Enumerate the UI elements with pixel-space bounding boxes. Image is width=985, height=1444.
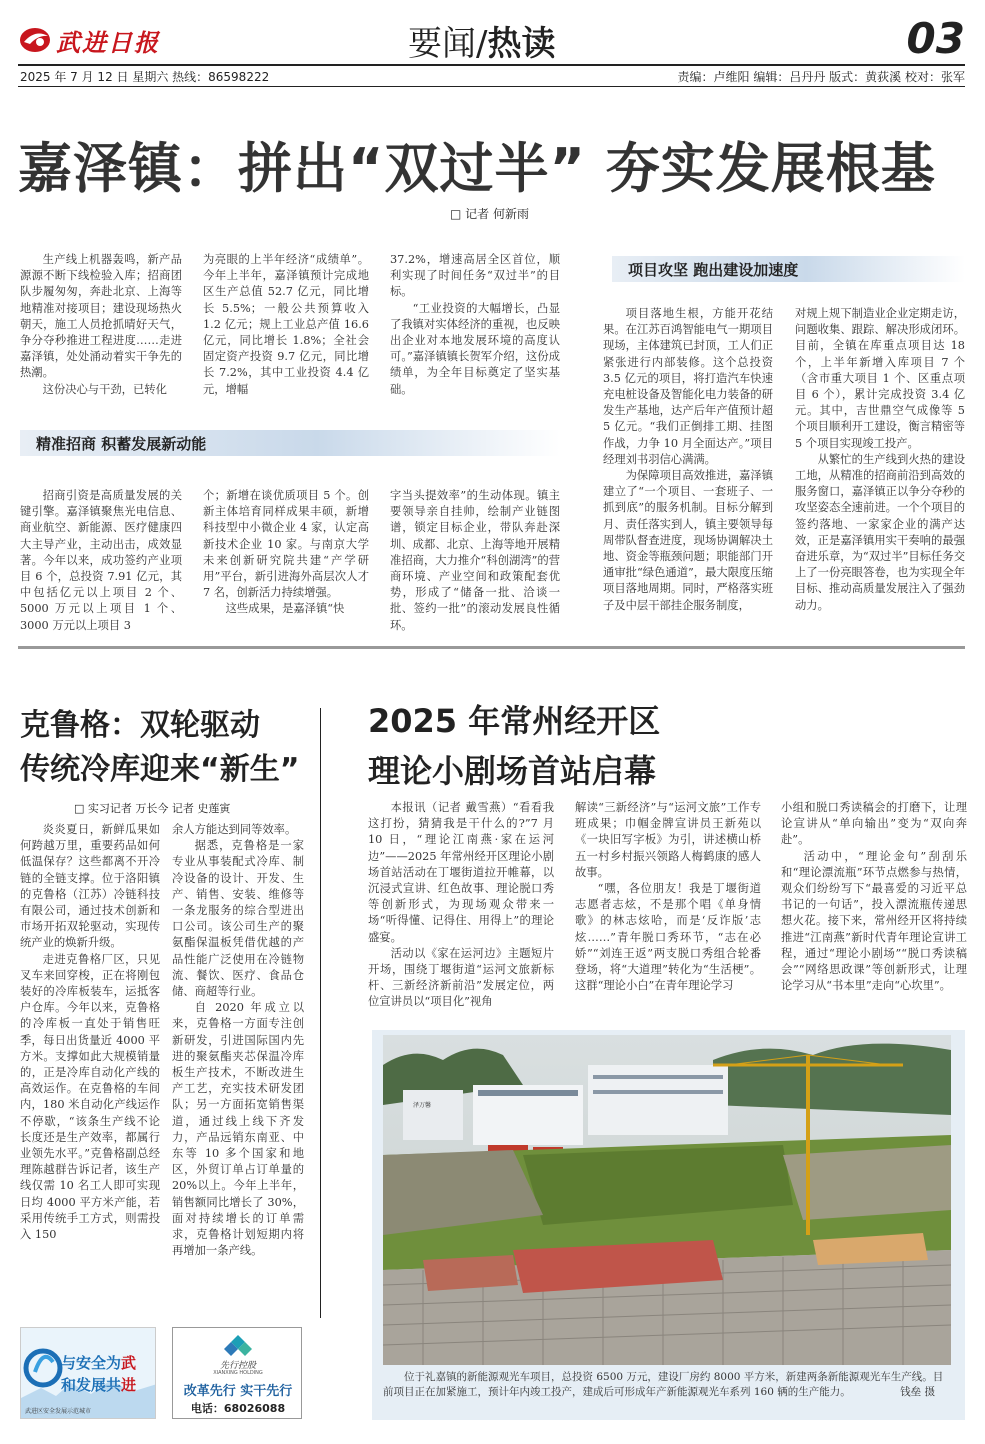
paragraph: 据悉，克鲁格是一家专业从事装配式冷库、制冷设备的设计、开发、生产、销售、安装、维修等一条龙服务的综合型进出口公司。该公司生产的聚氨酯保温板凭借优越的产品性能广泛使用在冷链物流、餐饮、医疗、食品仓储、商超等行业。	[172, 839, 304, 999]
dateline: 2025 年 7 月 12 日 星期六 热线：86598222	[20, 70, 270, 84]
header-rule-thin	[18, 86, 965, 87]
story2-headline-line2: 传统冷库迎来“新生”	[20, 752, 300, 787]
xianxing-logo-icon	[223, 1334, 253, 1360]
lead-column-5	[203, 488, 369, 618]
editor-credits: 责编：卢维阳 编辑：吕丹丹 版式：黄荻溪 校对：张军	[677, 70, 965, 84]
lead-column-1	[20, 252, 182, 398]
construction-site-photo	[383, 1035, 951, 1365]
paragraph: 37.2%，增速高居全区首位，顺利实现了时间任务“双过半”的目标。	[390, 253, 560, 299]
lead-column-3	[390, 252, 560, 398]
paragraph: “嘿，各位朋友！我是丁堰街道志愿者志炫，不是那个唱《单身情歌》的林志炫哈，而是‘反诈版’志炫……”青年脱口秀环节，“志在必娇”“刘连王返”两支脱口秀组合轮番登场，将“大道理”转化为“生活梗”。这群“理论小白”在青年理论学习	[575, 882, 761, 993]
lead-headline: 嘉泽镇：拼出“双过半” 夯实发展根基	[18, 137, 936, 200]
paragraph: “工业投资的大幅增长，凸显了我镇对实体经济的重视，也反映出企业对本地发展环境的高度认可。”嘉泽镇镇长贺军介绍，这份成绩单，为全年目标奠定了坚实基础。	[390, 301, 560, 396]
xianxing-ad	[172, 1327, 302, 1419]
paragraph: 余人方能达到同等效率。	[172, 823, 297, 836]
header-rule	[18, 64, 965, 66]
lead-column-8	[795, 306, 965, 614]
page-number: 03	[906, 14, 965, 63]
photo-caption	[383, 1370, 953, 1400]
paragraph: 炎炎夏日，新鲜瓜果如何跨越万里，重要药品如何低温保存？这些都离不开冷链的全链支撑。位于洛阳镇的克鲁格（江苏）冷链科技有限公司，通过技术创新和市场开拓双轮驱动，实现传统产业的焕新升级。	[20, 823, 160, 950]
ad2-brand-en: XIANXING HOLDING	[213, 1370, 263, 1376]
paragraph: 这份决心与干劲，已转化	[42, 382, 167, 396]
story3-headline-line2: 理论小剧场首站启幕	[368, 752, 657, 790]
story2-headline	[20, 704, 320, 792]
section-divider	[18, 646, 965, 649]
photo-credit: 钱垒 摄	[900, 1386, 935, 1398]
ad1-accent1: 武	[121, 1354, 137, 1372]
subhead-projects: 项目攻坚 跑出建设加速度	[612, 256, 965, 282]
paragraph: 从繁忙的生产线到火热的建设工地，从精准的招商前沿到高效的服务窗口，嘉泽镇正以争分夺秒的攻坚姿态全速前进。一个个项目的签约落地、一家家企业的满产达效，正是嘉泽镇用实干奏响的最强奋进乐章，为“双过半”目标任务交上了一份亮眼答卷，也为实现全年目标、推动高质量发展注入了强劲动力。	[795, 452, 965, 612]
story2-column-2	[172, 822, 304, 1259]
newspaper-logo	[18, 22, 178, 58]
story2-headline-line1: 克鲁格：双轮驱动	[20, 708, 260, 743]
paragraph: 个；新增在谈优质项目 5 个。创新主体培育同样成果丰硕，新增科技型中小微企业 4 家，认定高新技术企业 10 家。与南京大学未来创新研究院共建“产学研用”平台，新引进海外高层次人才 7 名，创新活力持续增强。	[203, 489, 369, 600]
story2-byline: □ 实习记者 万长今 记者 史莲寅	[74, 802, 231, 815]
lead-column-2	[203, 252, 369, 398]
lead-column-4	[20, 488, 182, 634]
subhead-investment: 精准招商 积蓄发展新动能	[20, 430, 560, 456]
caption-text: 位于礼嘉镇的新能源观光车项目，总投资 6500 万元，建设厂房约 8000 平方米，新建两条新能源观光车生产线。目前项目正在加紧施工，预计年内竣工投产，建成后可形成年产新能源观光车系列 160 辆的生产能力。	[383, 1371, 944, 1398]
column-divider	[320, 708, 321, 1318]
logo-emblem-icon	[18, 25, 52, 55]
paragraph: 字当头提效率”的生动体现。镇主要领导亲自挂帅，绘制产业链图谱，锁定目标企业，带队奔赴深圳、成都、北京、上海等地开展精准招商，大力推介“科创湖湾”的营商环境、产业空间和政策配套优势，形成了“储备一批、洽谈一批、签约一批”的滚动发展良性循环。	[390, 489, 560, 632]
paragraph: 小组和脱口秀读稿会的打磨下，让理论宣讲从“单向输出”变为“双向奔赴”。	[781, 801, 967, 847]
lead-column-7	[603, 306, 773, 614]
ad2-slogan: 改革先行 实干先行	[183, 1384, 293, 1399]
section-prefix: 要闻/	[408, 24, 488, 64]
section-bold: 热读	[487, 24, 556, 64]
paragraph: 解读“三新经济”与“运河文旅”工作专班成果；巾帼金牌宣讲员王新苑以《一块旧写字板》为引，讲述横山桥五一村乡村振兴领路人梅鹤康的感人故事。	[575, 801, 761, 879]
lead-byline: □ 记者 何新雨	[450, 207, 529, 221]
story3-column-1	[368, 800, 554, 1011]
safety-ad	[20, 1327, 156, 1419]
ad1-line1: 与安全为	[61, 1354, 122, 1372]
story3-headline	[368, 696, 768, 796]
logo-text: 武进日报	[56, 27, 160, 57]
ad2-phone: 电话：68026088	[190, 1402, 286, 1415]
paragraph: 项目落地生根，方能开花结果。在江苏百鸿智能电气一期项目现场，主体建筑已封顶，工人们正紧张进行内部装修。这个总投资 3.5 亿元的项目，将打造汽车快速充电桩设备及智能化电力装备的研发生产基地，达产后年产值预计超 5 亿元。“我们正倒排工期、挂图作战，力争 10 月全面达产。”项目经理刘书羽信心满满。	[603, 307, 773, 466]
paragraph: 为亮眼的上半年经济“成绩单”。今年上半年，嘉泽镇预计完成地区生产总值 52.7 亿元，同比增长 5.5%；一般公共预算收入 1.2 亿元；规上工业总产值 16.6 亿元，同比增长 1.8%；全社会固定资产投资 9.7 亿元，同比增长 7.2%，其中工业投资 4.4 亿元，增幅	[203, 253, 369, 396]
paragraph: 对规上规下制造业企业定期走访，问题收集、跟踪、解决形成闭环。目前，全镇在库重点项目达 18 个，上半年新增入库项目 7 个（含市重大项目 1 个、区重点项目 6 个），累计完成投资 3.4 亿元。其中，吉世鼎空气成像等 5 个项目顺利开工建设，衡言精密等 5 个项目实现竣工投产。	[795, 307, 965, 450]
story2-column-1	[20, 822, 160, 1243]
paragraph: 招商引资是高质量发展的关键引擎。嘉泽镇聚焦光电信息、商业航空、新能源、医疗健康四大主导产业，主动出击，成效显著。今年以来，成功签约产业项目 6 个，总投资 7.91 亿元，其中包括亿元以上项目 2 个、5000 万元以上项目 1 个、3000 万元以上项目 3	[20, 489, 182, 632]
paragraph: 自 2020 年成立以来，克鲁格一方面专注创新研发，引进国际国内先进的聚氨酯夹芯保温冷库板生产技术，不断改进生产工艺，充实技术研发团队；另一方面拓宽销售渠道，通过线上线下齐发力，产品远销东南亚、中东等 10 多个国家和地区，外贸订单占订单量的 20%以上。今年上半年，销售额同比增长了 30%，面对持续增长的订单需求，克鲁格计划短期内将再增加一条产线。	[172, 1001, 304, 1258]
ad1-accent2: 进	[121, 1376, 137, 1394]
story3-column-3	[781, 800, 967, 994]
paragraph: 为保障项目高效推进，嘉泽镇建立了“一个项目、一套班子、一抓到底”的服务机制。目标分解到月、责任落实到人，镇主要领导每周带队督查进度，现场协调解决土地、资金等瓶颈问题；职能部门开通审批“绿色通道”，最大限度压缩项目落地周期。同时，严格落实班子及中层干部挂企服务制度，	[603, 469, 773, 612]
section-title	[408, 16, 555, 65]
story3-column-2	[575, 800, 761, 994]
story3-headline-line1: 2025 年常州经开区	[368, 702, 661, 740]
paragraph: 生产线上机器轰鸣，新产品源源不断下线检验入库；招商团队步履匆匆，奔赴北京、上海等地精准对接项目；建设现场热火朝天，施工人员抢抓晴好天气，争分夺秒推进工程进度……走进嘉泽镇，处处涌动着实干争先的热潮。	[20, 253, 182, 380]
ad1-small-text: 武进区安全发展示范城市	[25, 1408, 92, 1415]
paragraph: 这些成果，是嘉泽镇“快	[225, 602, 345, 616]
paragraph: 本报讯（记者 戴雪燕）“看看我这打扮，猜猜我是干什么的?”7 月 10 日，“理论江南燕·家在运河边”——2025 年常州经开区理论小剧场首站活动在丁堰街道拉开帷幕，以沉浸式宣讲、红色故事、理论脱口秀等创新形式，为现场观众带来一场“听得懂、记得住、用得上”的理论盛宴。	[368, 801, 554, 944]
ad2-brand: 先行控股	[219, 1361, 256, 1371]
lead-column-6	[390, 488, 560, 634]
paragraph: 走进克鲁格厂区，只见叉车来回穿梭，正在将刚包装好的冷库板装车，运抵客户仓库。今年以来，克鲁格的冷库板一直处于销售旺季，每日出货量近 4000 平方米。支撑如此大规模销量的，正是冷库自动化产线的高效运作。在克鲁格的车间内，180 米自动化产线运作不停歇，“该条生产线不论长度还是生产效率，都属行业领先水平。”克鲁格副总经理陈越群告诉记者，该生产线仅需 10 名工人即可实现日均 4000 平方米产能，若采用传统手工方式，则需投入 150	[20, 952, 160, 1242]
building-sign: 泽万馨	[413, 1102, 432, 1109]
paragraph: 活动中，“理论金句”刮刮乐和“理论漂流瓶”环节点燃参与热情，观众们纷纷写下“最喜爱的习近平总书记的一句话”，投入漂流瓶传递思想火花。接下来，常州经开区将持续推进“江南燕”新时代青年理论宣讲工程，通过“理论小剧场”“脱口秀读稿会”“网络思政课”等创新形式，让理论学习从“书本里”走向“心坎里”。	[781, 849, 967, 993]
paragraph: 活动以《家在运河边》主题短片开场，围绕丁堰街道“运河文旅新标杆、三新经济新前沿”发展定位，两位宣讲员以“项目化”视角	[368, 946, 554, 1009]
ad1-line2: 和发展共	[61, 1376, 122, 1394]
